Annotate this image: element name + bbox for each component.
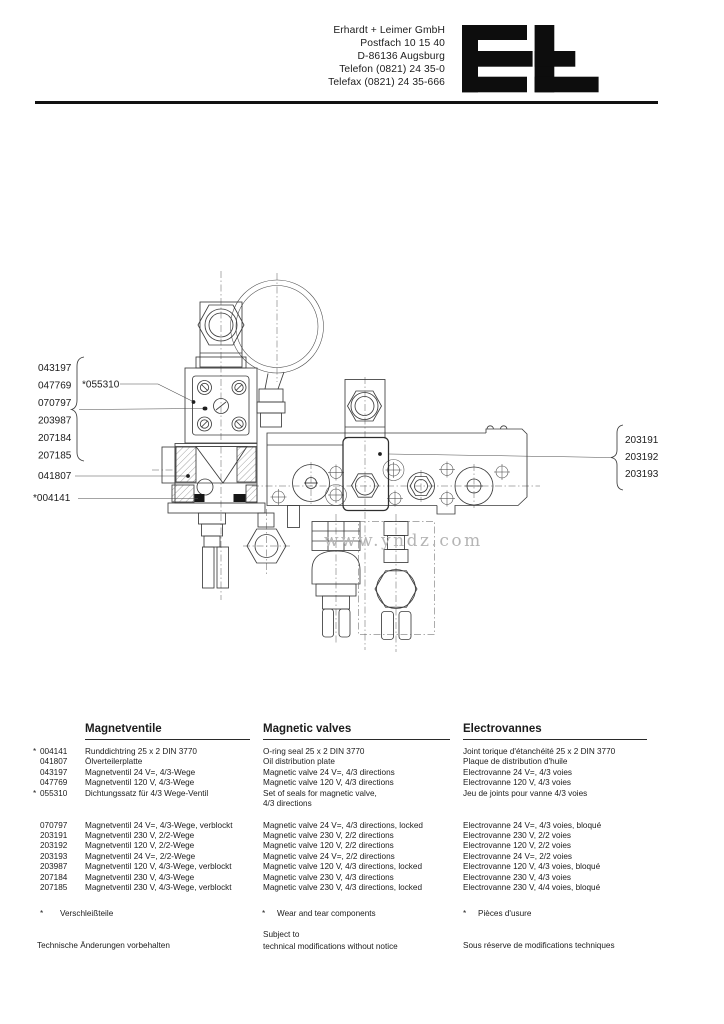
- part-number: 047769: [40, 778, 68, 788]
- part-number: 203193: [40, 851, 68, 861]
- part-number: 207184: [40, 872, 68, 882]
- company-pobox: Postfach 10 15 40: [360, 37, 445, 49]
- desc-en: Magnetic valve 230 V, 4/3 directions, locked: [263, 883, 422, 893]
- label-004141: *004141: [33, 493, 71, 504]
- company-address-block: [280, 25, 445, 90]
- left-fittings: [199, 513, 287, 588]
- header-divider: [35, 101, 658, 104]
- desc-en: Magnetic valve 230 V, 2/2 directions: [263, 830, 394, 840]
- desc-fr: Electrovanne 24 V=, 2/2 voies: [463, 851, 573, 861]
- desc-fr: Electrovanne 120 V, 4/3 voies, bloqué: [463, 862, 601, 872]
- footnote-fr: * Pièces d'usure: [463, 909, 532, 918]
- watermark: www.yndz.com: [324, 531, 483, 551]
- footnote-de: * Verschleißteile: [40, 909, 114, 918]
- parts-table-header: [33, 723, 660, 740]
- label-203191: 203191: [625, 435, 659, 446]
- part-number: 070797: [40, 820, 68, 830]
- el-logo-icon: [460, 24, 602, 101]
- desc-en: Magnetic valve 120 V, 2/2 directions: [263, 841, 394, 851]
- callouts: [72, 357, 624, 499]
- desc-de: Magnetventil 24 V=, 2/2-Wege: [85, 851, 196, 861]
- desc-de: Ölverteilerplatte: [85, 757, 143, 767]
- desc-fr: Electrovanne 120 V, 2/2 voies: [463, 841, 572, 851]
- part-number: * 055310: [33, 788, 68, 798]
- label-047769: 047769: [38, 380, 72, 392]
- desc-fr: Electrovanne 24 V=, 4/3 voies: [463, 767, 573, 777]
- company-phone: Telefon (0821) 24 35-0: [339, 63, 445, 75]
- footnote-en: * Wear and tear components: [262, 909, 376, 918]
- desc-en: Oil distribution plate: [263, 757, 335, 767]
- right-valve: [343, 380, 389, 511]
- desc-fr: Electrovanne 230 V, 4/4 voies, bloqué: [463, 883, 601, 893]
- cable-connector: [257, 372, 285, 427]
- desc-de: Magnetventil 120 V, 2/2-Wege: [85, 841, 195, 851]
- notice-en: Subject to technical modifications without notice: [263, 930, 398, 951]
- part-number: 203987: [40, 862, 68, 872]
- label-055310: *055310: [82, 379, 120, 391]
- desc-en: Magnetic valve 24 V=, 4/3 directions, locked: [263, 820, 423, 830]
- parts-table-group-1: [33, 747, 660, 809]
- table-header-en: Magnetic valves: [263, 723, 450, 740]
- desc-de: Magnetventil 230 V, 4/3-Wege, verblockt: [85, 883, 232, 893]
- part-number: * 004141: [33, 747, 68, 756]
- desc-en: Magnetic valve 120 V, 4/3 directions: [263, 778, 394, 788]
- table-header-fr: Electrovannes: [463, 723, 647, 740]
- label-043197: 043197: [38, 363, 72, 374]
- label-041807: 041807: [38, 471, 72, 482]
- desc-de: Dichtungssatz für 4/3 Wege-Ventil: [85, 788, 209, 798]
- label-207184: 207184: [38, 433, 72, 444]
- desc-en: Magnetic valve 24 V=, 4/3 directions: [263, 767, 395, 777]
- parts-table-group-2: [33, 821, 660, 894]
- desc-fr: Joint torique d'étanchéité 25 x 2 DIN 3770: [463, 747, 616, 756]
- company-name: Erhardt + Leimer GmbH: [333, 25, 445, 36]
- label-207185: 207185: [38, 450, 72, 462]
- desc-fr: Electrovanne 24 V=, 4/3 voies, bloqué: [463, 820, 602, 830]
- part-number: 203192: [40, 841, 68, 851]
- left-brace: [72, 357, 85, 461]
- label-070797: 070797: [38, 398, 72, 409]
- desc-de: Magnetventil 230 V, 2/2-Wege: [85, 830, 195, 840]
- oil-distribution-plate: [162, 444, 265, 514]
- desc-de: Magnetventil 24 V=, 4/3-Wege: [85, 767, 196, 777]
- table-header-de: Magnetventile: [85, 723, 250, 740]
- desc-en: Magnetic valve 120 V, 4/3 directions, locked: [263, 862, 422, 872]
- label-203193: 203193: [625, 469, 659, 480]
- right-brace: [611, 425, 623, 490]
- part-number: 043197: [40, 767, 68, 777]
- desc-fr: Jeu de joints pour vanne 4/3 voies: [463, 788, 588, 798]
- desc-de: Magnetventil 120 V, 4/3-Wege: [85, 778, 195, 788]
- part-number: 207185: [40, 883, 68, 893]
- part-number: 041807: [40, 757, 68, 767]
- desc-en: Magnetic valve 24 V=, 2/2 directions: [263, 851, 395, 861]
- desc-en: O-ring seal 25 x 2 DIN 3770: [263, 747, 365, 756]
- o-ring-seal-right: [234, 494, 246, 502]
- desc-fr: Electrovanne 120 V, 4/3 voies: [463, 778, 572, 788]
- desc-fr: Electrovanne 230 V, 4/3 voies: [463, 872, 572, 882]
- centerlines: [152, 271, 540, 652]
- desc-fr: Electrovanne 230 V, 2/2 voies: [463, 830, 572, 840]
- label-203192: 203192: [625, 452, 659, 463]
- o-ring-seal-left: [195, 494, 205, 502]
- desc-en: Set of seals for magnetic valve, 4/3 directions: [263, 788, 377, 809]
- notice-fr: Sous réserve de modifications techniques: [463, 941, 615, 950]
- desc-en: Magnetic valve 230 V, 4/3 directions: [263, 872, 394, 882]
- desc-de: Runddichtring 25 x 2 DIN 3770: [85, 747, 197, 756]
- desc-fr: Plaque de distribution d'huile: [463, 757, 568, 767]
- manifold-block: [267, 426, 527, 528]
- desc-de: Magnetventil 120 V, 4/3-Wege, verblockt: [85, 862, 232, 872]
- label-203987: 203987: [38, 415, 72, 427]
- part-number: 203191: [40, 830, 68, 840]
- notice-de: Technische Änderungen vorbehalten: [37, 941, 170, 950]
- company-fax: Telefax (0821) 24 35-666: [328, 76, 445, 88]
- desc-de: Magnetventil 230 V, 4/3-Wege: [85, 872, 195, 882]
- valve-assembly-drawing: [0, 250, 724, 670]
- desc-de: Magnetventil 24 V=, 4/3-Wege, verblockt: [85, 820, 233, 830]
- company-city: D-86136 Augsburg: [357, 50, 445, 62]
